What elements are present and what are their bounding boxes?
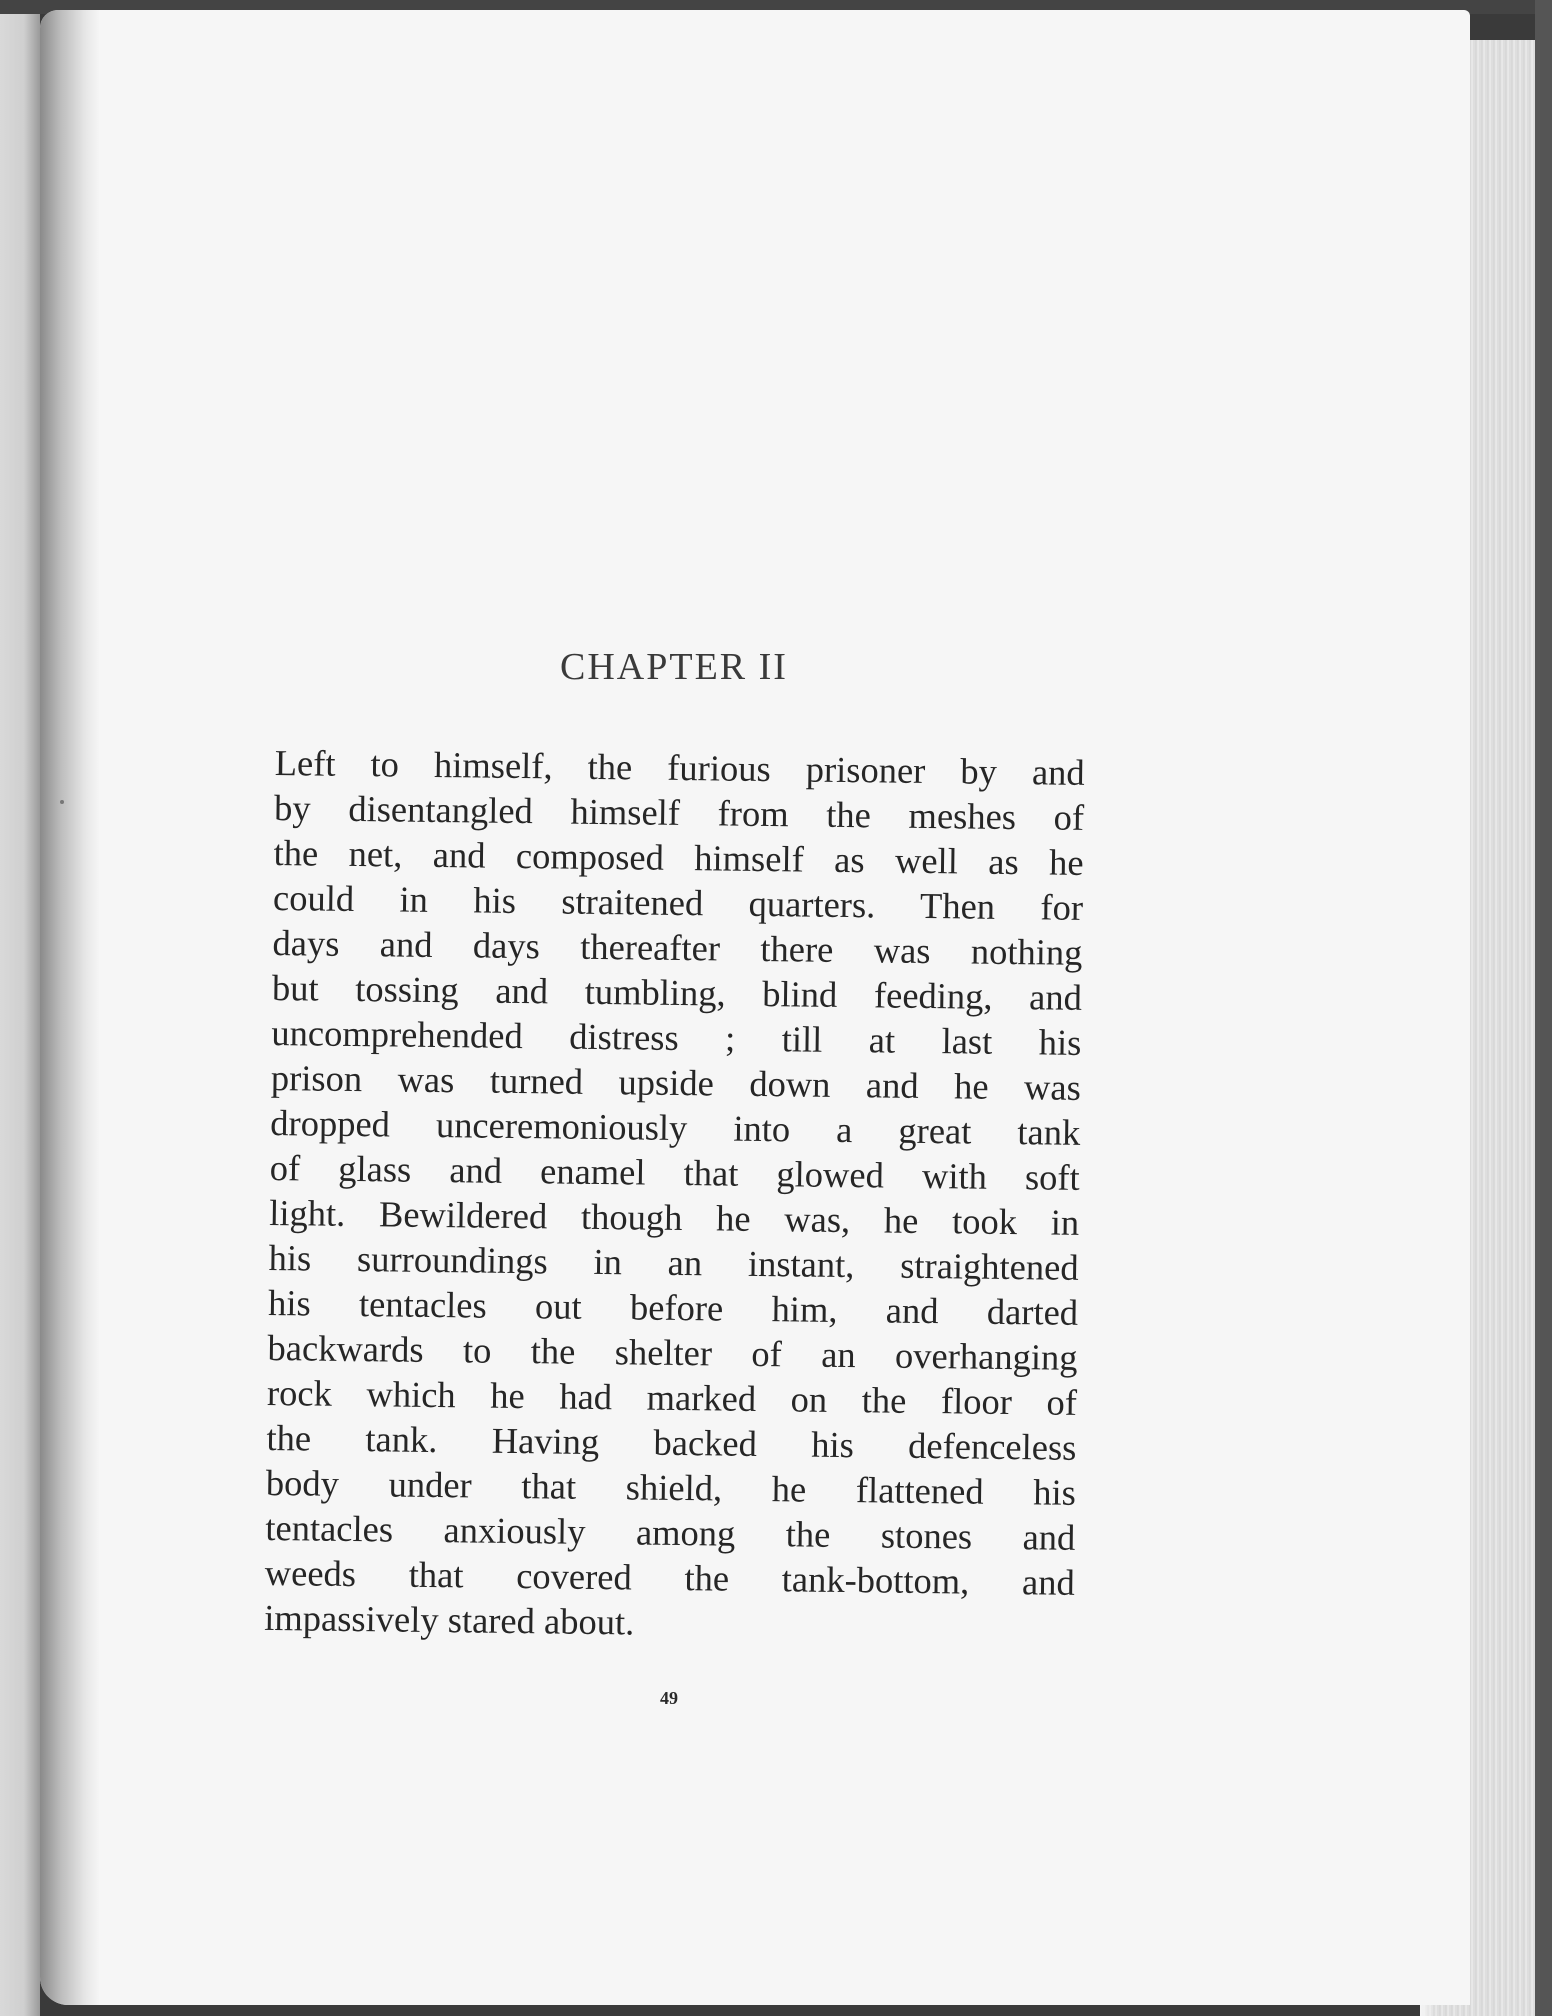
text-line: tentacles anxiously among the stones and [265, 1506, 1076, 1558]
text-line: dropped unceremoniously into a great tank [270, 1101, 1081, 1153]
text-line: the net, and composed himself as well as he [273, 831, 1084, 883]
scan-right-edge [1535, 0, 1552, 2016]
paper-speck [60, 800, 64, 804]
text-line: Left to himself, the furious prisoner by and [274, 741, 1085, 793]
text-line: his tentacles out before him, and darted [267, 1281, 1079, 1333]
text-line: of glass and enamel that glowed with soft [269, 1146, 1080, 1198]
text-line: impassively stared about. [264, 1596, 635, 1643]
text-line: body under that shield, he flattened his [265, 1461, 1077, 1513]
text-line: prison was turned upside down and he was [270, 1056, 1082, 1108]
text-line: his surroundings in an instant, straightened [268, 1236, 1079, 1288]
text-line: backwards to the shelter of an overhanging [267, 1326, 1078, 1378]
chapter-heading: CHAPTER II [560, 646, 788, 688]
text-line: by disentangled himself from the meshes of [273, 786, 1085, 838]
page-number: 49 [660, 1688, 678, 1708]
text-line: weeds that covered the tank-bottom, and [264, 1551, 1076, 1603]
chapter-text [264, 740, 1085, 1650]
text-line: rock which he had marked on the floor of [266, 1371, 1078, 1423]
text-line: but tossing and tumbling, blind feeding, and [271, 966, 1083, 1018]
text-line: could in his straitened quarters. Then for [272, 876, 1084, 928]
text-line: the tank. Having backed his defenceless [266, 1416, 1077, 1468]
facing-page-edge [0, 0, 40, 2016]
text-line: uncomprehended distress ; till at last his [271, 1011, 1082, 1063]
text-line: light. Bewildered though he was, he took in [268, 1191, 1080, 1243]
text-line: days and days thereafter there was nothing [272, 921, 1083, 973]
page-edge-shadow [1420, 40, 1436, 2016]
gutter-shadow [40, 10, 100, 2005]
